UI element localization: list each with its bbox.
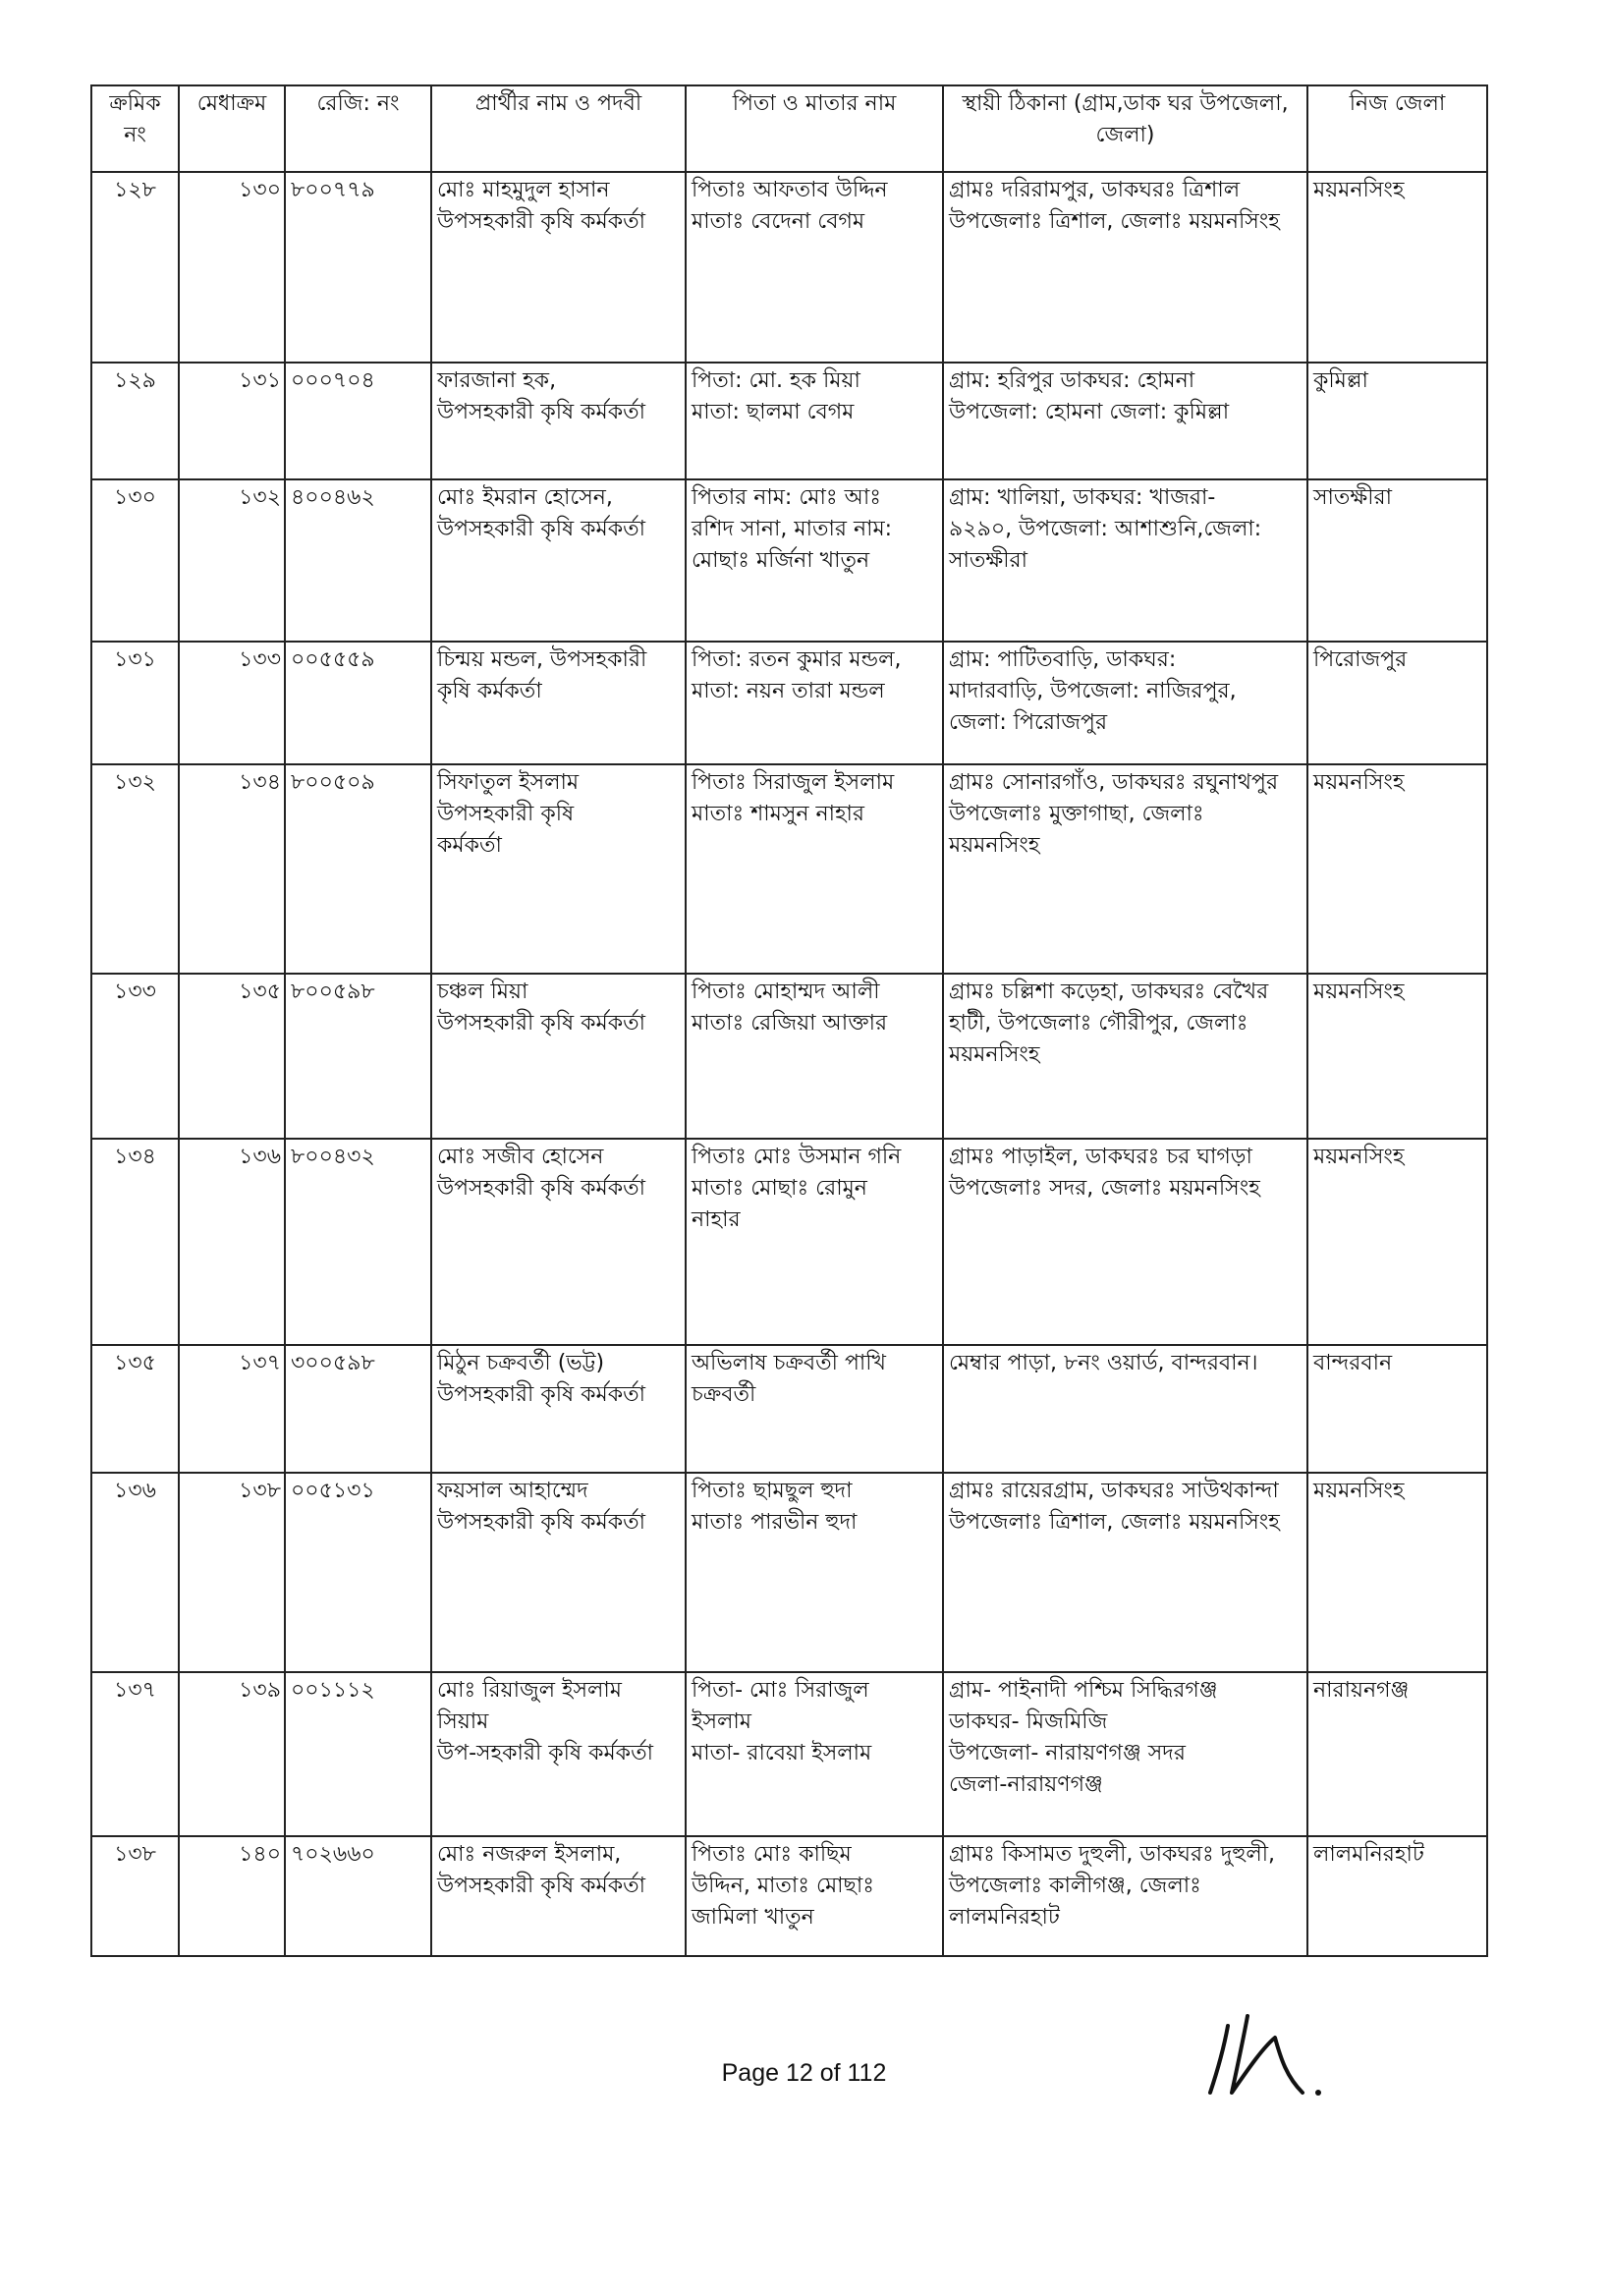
address-cell: গ্রাম: খালিয়া, ডাকঘর: খাজরা- ৯২৯০, উপজেলা: আশাশুনি,জেলা: সাতক্ষীরা [943, 479, 1307, 642]
merit-cell: ১৩৬ [179, 1139, 285, 1345]
district-cell: ময়মনসিংহ [1307, 1473, 1487, 1672]
district-cell: কুমিল্লা [1307, 363, 1487, 479]
address-cell: গ্রামঃ সোনারগাঁও, ডাকঘরঃ রঘুনাথপুর উপজেলাঃ মুক্তাগাছা, জেলাঃ ময়মনসিংহ [943, 764, 1307, 974]
table-row [91, 974, 1487, 1139]
serial-cell: ১২৯ [91, 363, 179, 479]
table-row [91, 1836, 1487, 1956]
serial-cell: ১২৮ [91, 172, 179, 363]
serial-cell: ১৩৩ [91, 974, 179, 1139]
serial-cell: ১৩৫ [91, 1345, 179, 1473]
table-row [91, 764, 1487, 974]
parents-cell: অভিলাষ চক্রবর্তী পাখি চক্রবর্তী [686, 1345, 943, 1473]
name-cell: মোঃ ইমরান হোসেন, উপসহকারী কৃষি কর্মকর্তা [431, 479, 686, 642]
name-cell: মোঃ নজরুল ইসলাম, উপসহকারী কৃষি কর্মকর্তা [431, 1836, 686, 1956]
address-cell: গ্রামঃ কিসামত দুহুলী, ডাকঘরঃ দুহুলী, উপজেলাঃ কালীগঞ্জ, জেলাঃ লালমনিরহাট [943, 1836, 1307, 1956]
reg-cell: ৪০০৪৬২ [285, 479, 431, 642]
header-merit: মেধাক্রম [179, 85, 285, 172]
serial-cell: ১৩২ [91, 764, 179, 974]
page-number: Page 12 of 112 [721, 2059, 887, 2087]
header-parents: পিতা ও মাতার নাম [686, 85, 943, 172]
table-row [91, 1473, 1487, 1672]
district-cell: নারায়নগঞ্জ [1307, 1672, 1487, 1836]
serial-cell: ১৩০ [91, 479, 179, 642]
parents-cell: পিতাঃ সিরাজুল ইসলাম মাতাঃ শামসুন নাহার [686, 764, 943, 974]
serial-cell: ১৩৭ [91, 1672, 179, 1836]
reg-cell: ৮০০৫৯৮ [285, 974, 431, 1139]
merit-cell: ১৩৭ [179, 1345, 285, 1473]
merit-cell: ১৩৪ [179, 764, 285, 974]
district-cell: লালমনিরহাট [1307, 1836, 1487, 1956]
header-district: নিজ জেলা [1307, 85, 1487, 172]
district-cell: ময়মনসিংহ [1307, 764, 1487, 974]
address-cell: গ্রাম: পাটিতবাড়ি, ডাকঘর: মাদারবাড়ি, উপজেলা: নাজিরপুর, জেলা: পিরোজপুর [943, 642, 1307, 764]
name-cell: ফয়সাল আহাম্মেদ উপসহকারী কৃষি কর্মকর্তা [431, 1473, 686, 1672]
name-cell: মোঃ রিয়াজুল ইসলাম সিয়াম উপ-সহকারী কৃষি কর্মকর্তা [431, 1672, 686, 1836]
serial-cell: ১৩১ [91, 642, 179, 764]
parents-cell: পিতাঃ মোহাম্মদ আলী মাতাঃ রেজিয়া আক্তার [686, 974, 943, 1139]
parents-cell: পিতা- মোঃ সিরাজুল ইসলাম মাতা- রাবেয়া ইসলাম [686, 1672, 943, 1836]
merit-cell: ১৩৫ [179, 974, 285, 1139]
table-row [91, 172, 1487, 363]
reg-cell: ০০৫১৩১ [285, 1473, 431, 1672]
reg-cell: ০০১১১২ [285, 1672, 431, 1836]
reg-cell: ০০০৭০৪ [285, 363, 431, 479]
address-cell: গ্রামঃ দরিরামপুর, ডাকঘরঃ ত্রিশাল উপজেলাঃ ত্রিশাল, জেলাঃ ময়মনসিংহ [943, 172, 1307, 363]
name-cell: মোঃ সজীব হোসেন উপসহকারী কৃষি কর্মকর্তা [431, 1139, 686, 1345]
parents-cell: পিতার নাম: মোঃ আঃ রশিদ সানা, মাতার নাম: মোছাঃ মর্জিনা খাতুন [686, 479, 943, 642]
district-cell: সাতক্ষীরা [1307, 479, 1487, 642]
table-row [91, 1672, 1487, 1836]
parents-cell: পিতাঃ মোঃ উসমান গনি মাতাঃ মোছাঃ রোমুন নাহার [686, 1139, 943, 1345]
signature-mark [1200, 2008, 1348, 2101]
reg-cell: ৮০০৫০৯ [285, 764, 431, 974]
parents-cell: পিতাঃ আফতাব উদ্দিন মাতাঃ বেদেনা বেগম [686, 172, 943, 363]
merit-cell: ১৩৮ [179, 1473, 285, 1672]
table-row [91, 642, 1487, 764]
district-cell: ময়মনসিংহ [1307, 172, 1487, 363]
reg-cell: ৮০০৪৩২ [285, 1139, 431, 1345]
address-cell: গ্রাম- পাইনাদী পশ্চিম সিদ্ধিরগঞ্জ ডাকঘর- মিজমিজি উপজেলা- নারায়ণগঞ্জ সদর জেলা-নারায়ণগঞ্জ [943, 1672, 1307, 1836]
merit-cell: ১৪০ [179, 1836, 285, 1956]
merit-cell: ১৩৯ [179, 1672, 285, 1836]
table-row [91, 479, 1487, 642]
candidate-table [90, 84, 1488, 1957]
reg-cell: ৭০২৬৬০ [285, 1836, 431, 1956]
address-cell: মেম্বার পাড়া, ৮নং ওয়ার্ড, বান্দরবান। [943, 1345, 1307, 1473]
district-cell: বান্দরবান [1307, 1345, 1487, 1473]
table-row [91, 1139, 1487, 1345]
serial-cell: ১৩৮ [91, 1836, 179, 1956]
parents-cell: পিতাঃ মোঃ কাছিম উদ্দিন, মাতাঃ মোছাঃ জামিলা খাতুন [686, 1836, 943, 1956]
name-cell: ফারজানা হক, উপসহকারী কৃষি কর্মকর্তা [431, 363, 686, 479]
name-cell: মোঃ মাহমুদুল হাসান উপসহকারী কৃষি কর্মকর্তা [431, 172, 686, 363]
address-cell: গ্রামঃ রায়েরগ্রাম, ডাকঘরঃ সাউথকান্দা উপজেলাঃ ত্রিশাল, জেলাঃ ময়মনসিংহ [943, 1473, 1307, 1672]
header-address: স্থায়ী ঠিকানা (গ্রাম,ডাক ঘর উপজেলা, জেলা) [943, 85, 1307, 172]
address-cell: গ্রামঃ পাড়াইল, ডাকঘরঃ চর ঘাগড়া উপজেলাঃ সদর, জেলাঃ ময়মনসিংহ [943, 1139, 1307, 1345]
serial-cell: ১৩৪ [91, 1139, 179, 1345]
address-cell: গ্রামঃ চল্লিশা কড়েহা, ডাকঘরঃ বেখৈর হাটী, উপজেলাঃ গৌরীপুর, জেলাঃ ময়মনসিংহ [943, 974, 1307, 1139]
name-cell: চিন্ময় মন্ডল, উপসহকারী কৃষি কর্মকর্তা [431, 642, 686, 764]
serial-cell: ১৩৬ [91, 1473, 179, 1672]
header-serial: ক্রমিক নং [91, 85, 179, 172]
parents-cell: পিতাঃ ছামছুল হুদা মাতাঃ পারভীন হুদা [686, 1473, 943, 1672]
name-cell: সিফাতুল ইসলাম উপসহকারী কৃষি কর্মকর্তা [431, 764, 686, 974]
merit-cell: ১৩০ [179, 172, 285, 363]
table-header-row [91, 85, 1487, 172]
parents-cell: পিতা: মো. হক মিয়া মাতা: ছালমা বেগম [686, 363, 943, 479]
parents-cell: পিতা: রতন কুমার মন্ডল, মাতা: নয়ন তারা মন্ডল [686, 642, 943, 764]
reg-cell: ০০৫৫৫৯ [285, 642, 431, 764]
address-cell: গ্রাম: হরিপুর ডাকঘর: হোমনা উপজেলা: হোমনা জেলা: কুমিল্লা [943, 363, 1307, 479]
merit-cell: ১৩৩ [179, 642, 285, 764]
reg-cell: ৩০০৫৯৮ [285, 1345, 431, 1473]
district-cell: ময়মনসিংহ [1307, 1139, 1487, 1345]
table-row [91, 363, 1487, 479]
header-name: প্রার্থীর নাম ও পদবী [431, 85, 686, 172]
name-cell: মিঠুন চক্রবর্তী (ভট্ট) উপসহকারী কৃষি কর্মকর্তা [431, 1345, 686, 1473]
merit-cell: ১৩১ [179, 363, 285, 479]
district-cell: ময়মনসিংহ [1307, 974, 1487, 1139]
table-row [91, 1345, 1487, 1473]
district-cell: পিরোজপুর [1307, 642, 1487, 764]
reg-cell: ৮০০৭৭৯ [285, 172, 431, 363]
name-cell: চঞ্চল মিয়া উপসহকারী কৃষি কর্মকর্তা [431, 974, 686, 1139]
merit-cell: ১৩২ [179, 479, 285, 642]
header-reg: রেজি: নং [285, 85, 431, 172]
